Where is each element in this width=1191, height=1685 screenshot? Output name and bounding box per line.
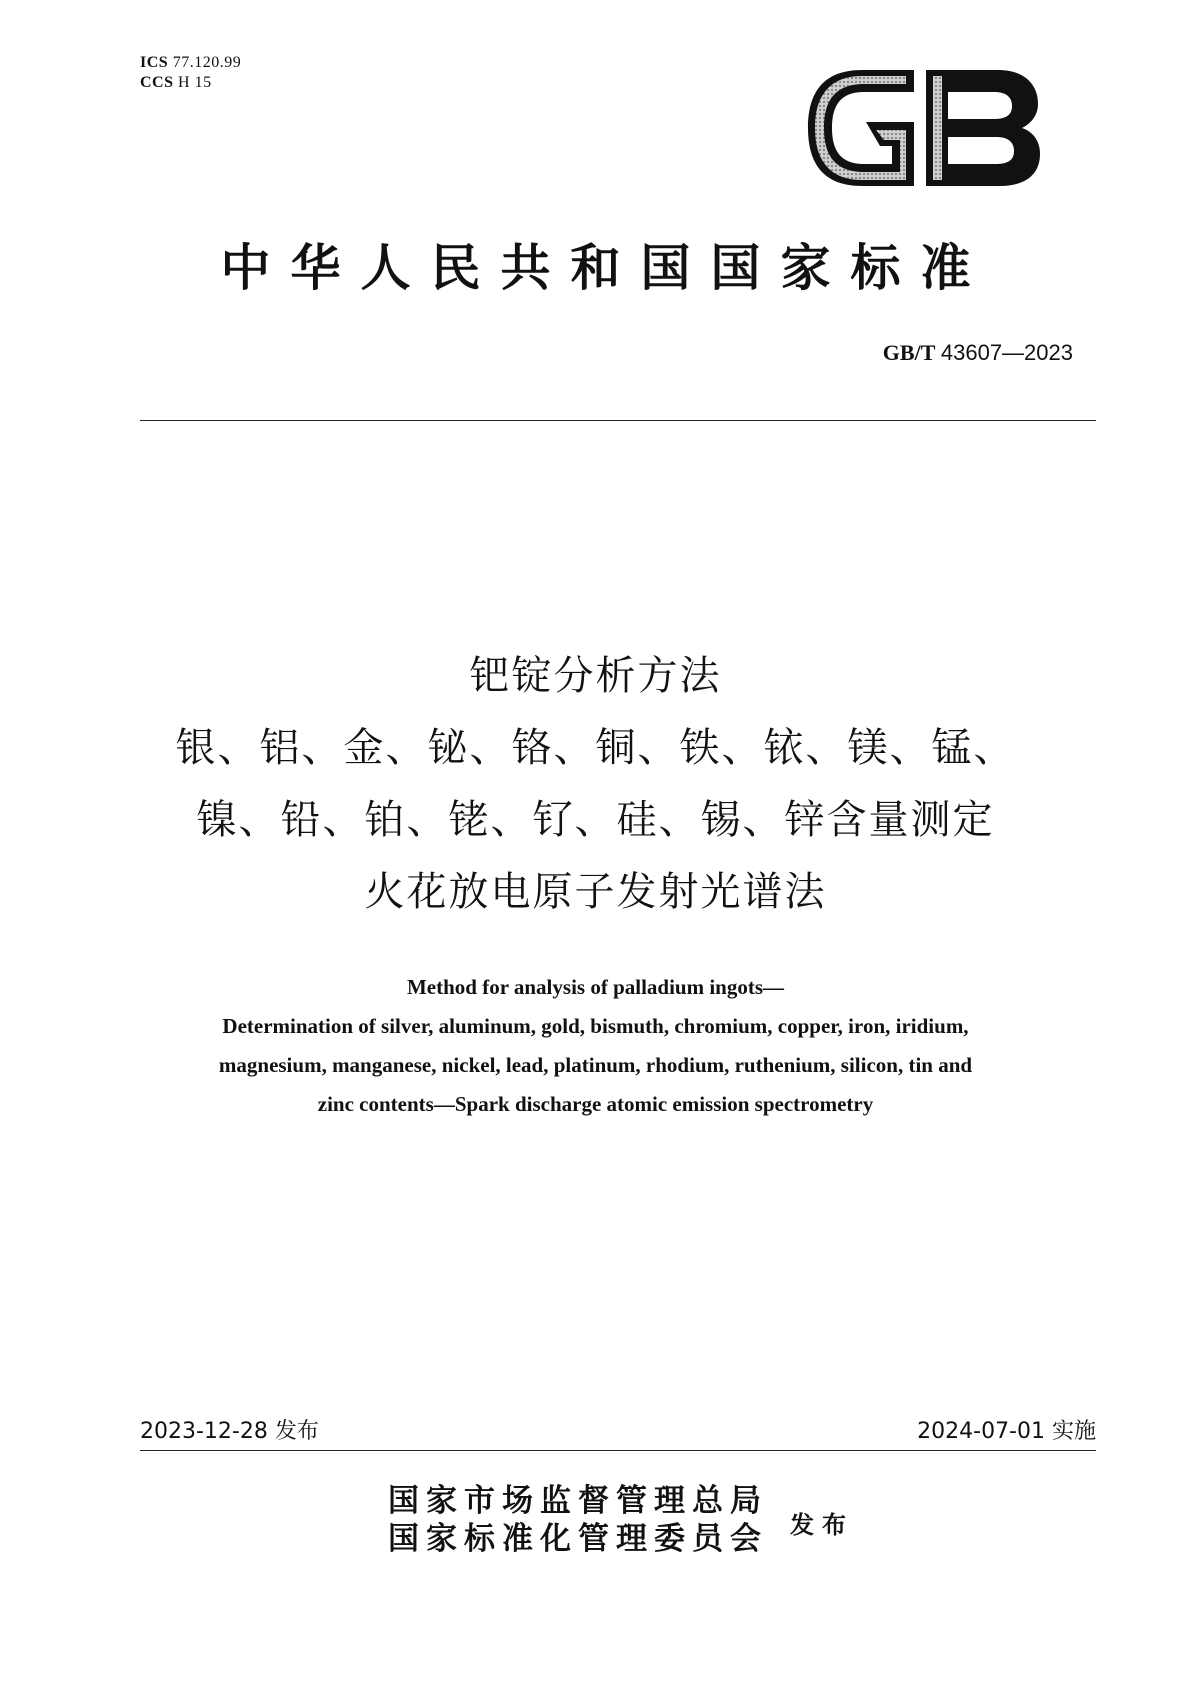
chinese-title bbox=[0, 640, 1191, 928]
english-title-line: Determination of silver, aluminum, gold, bismuth, chromium, copper, iron, iridium, bbox=[222, 1014, 969, 1038]
chinese-title-line: 钯锭分析方法 bbox=[469, 653, 722, 699]
publish-label: 发布 bbox=[790, 1510, 854, 1539]
chinese-title-line: 镍、铅、铂、铑、钌、硅、锡、锌含量测定 bbox=[196, 797, 995, 843]
issuer-name: 国家标准化管理委员会 bbox=[388, 1521, 768, 1557]
english-title-line: Method for analysis of palladium ingots— bbox=[406, 975, 785, 999]
header-divider bbox=[140, 420, 1096, 421]
standard-number: GB/T 43607—2023 bbox=[882, 340, 1073, 365]
english-title bbox=[0, 968, 1191, 1124]
chinese-title-line: 火花放电原子发射光谱法 bbox=[364, 869, 827, 915]
issuer-name: 国家市场监督管理总局 bbox=[388, 1483, 768, 1519]
gb-logo-icon bbox=[802, 64, 1042, 192]
implementation-date: 2024-07-01 实施 bbox=[917, 1419, 1096, 1444]
ccs-code: CCS H 15 bbox=[140, 74, 212, 91]
english-title-line: zinc contents—Spark discharge atomic emission spectrometry bbox=[317, 1092, 874, 1116]
english-title-line: magnesium, manganese, nickel, lead, platinum, rhodium, ruthenium, silicon, tin and bbox=[218, 1053, 973, 1077]
issuing-authorities bbox=[388, 1482, 768, 1558]
ics-code: ICS 77.120.99 bbox=[140, 54, 242, 71]
chinese-title-line: 银、铝、金、铋、铬、铜、铁、铱、镁、锰、 bbox=[175, 725, 1016, 771]
national-standard-title: 中华人民共和国国家标准 bbox=[220, 238, 991, 297]
issue-date: 2023-12-28 发布 bbox=[140, 1419, 319, 1444]
footer-divider bbox=[140, 1450, 1096, 1451]
